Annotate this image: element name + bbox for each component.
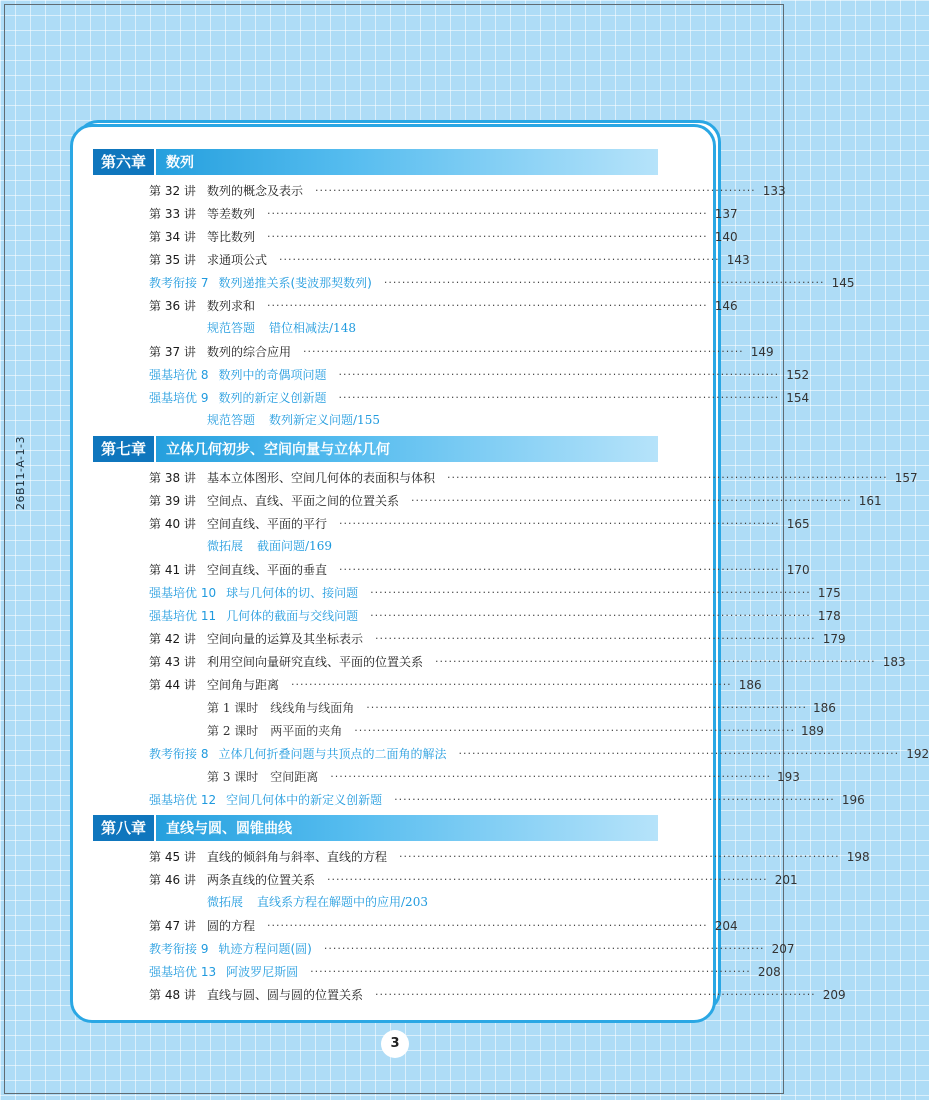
entry-title: 球与几何体的切、接问题	[226, 586, 359, 600]
leader-dots: ··································································································	[315, 184, 756, 197]
leader-dots: ··································································································	[267, 207, 708, 220]
toc-entry[interactable]	[93, 960, 781, 983]
leader-dots: ··································································································	[267, 919, 708, 932]
entry-page: 157	[894, 470, 918, 485]
toc-lesson-entry[interactable]	[93, 696, 836, 719]
entry-number: 第 39 讲	[149, 494, 196, 508]
entry-page: 178	[817, 608, 841, 623]
entry-number: 教考衔接 8	[149, 747, 209, 761]
entry-page: 175	[817, 585, 841, 600]
entry-title: 空间角与距离	[207, 678, 280, 692]
entry-title: 数列中的奇偶项问题	[218, 368, 327, 382]
entry-number: 强基培优 12	[149, 793, 217, 807]
toc-entry[interactable]	[93, 558, 810, 581]
leader-dots: ··································································································	[394, 793, 835, 806]
chapter-title: 直线与圆、圆锥曲线	[166, 821, 293, 837]
toc-entry[interactable]	[93, 271, 855, 294]
toc-sub-entry[interactable]	[93, 317, 658, 340]
toc-entry[interactable]	[93, 788, 865, 811]
entry-number: 第 45 讲	[149, 850, 196, 864]
chapter-header	[93, 149, 658, 175]
leader-dots: ··································································································	[435, 655, 876, 668]
entry-title: 基本立体图形、空间几何体的表面积与体积	[207, 471, 436, 485]
toc-entry[interactable]	[93, 627, 846, 650]
toc-entry[interactable]	[93, 386, 810, 409]
leader-dots: ··································································································	[291, 678, 732, 691]
toc-entry[interactable]	[93, 512, 810, 535]
entry-number: 第 44 讲	[149, 678, 196, 692]
toc-entry[interactable]	[93, 868, 798, 891]
chapter-label: 第七章	[93, 436, 156, 462]
toc-entry[interactable]	[93, 363, 810, 386]
entry-number: 第 41 讲	[149, 563, 196, 577]
leader-dots: ··································································································	[354, 724, 795, 737]
leader-dots: ··································································································	[338, 368, 780, 381]
toc-lesson-entry[interactable]	[93, 765, 800, 788]
entry-title: 数列的概念及表示	[207, 184, 304, 198]
chapter-title: 数列	[166, 155, 195, 171]
sub-entry-text: 错位相减法/148	[269, 321, 356, 335]
toc-entry[interactable]	[93, 845, 870, 868]
lesson-title: 空间距离	[270, 770, 319, 784]
entry-page: 165	[786, 516, 810, 531]
entry-number: 第 36 讲	[149, 299, 196, 313]
leader-dots: ··································································································	[330, 770, 771, 783]
leader-dots: ··································································································	[375, 988, 816, 1001]
entry-number: 强基培优 8	[149, 368, 209, 382]
entry-number: 第 48 讲	[149, 988, 196, 1002]
entry-number: 强基培优 9	[149, 391, 209, 405]
toc-entry[interactable]	[93, 604, 841, 627]
lesson-page: 186	[812, 700, 836, 715]
entry-page: 143	[726, 252, 750, 267]
entry-page: 154	[786, 390, 810, 405]
sub-entry-tag: 规范答题	[207, 413, 256, 427]
entry-number: 第 32 讲	[149, 184, 196, 198]
lesson-page: 189	[800, 723, 824, 738]
leader-dots: ··································································································	[267, 299, 708, 312]
entry-page: 204	[714, 918, 738, 933]
entry-number: 第 47 讲	[149, 919, 196, 933]
toc-sub-entry[interactable]	[93, 891, 658, 914]
entry-number: 强基培优 11	[149, 609, 217, 623]
leader-dots: ··································································································	[458, 747, 900, 760]
sub-entry-text: 直线系方程在解题中的应用/203	[257, 895, 428, 909]
toc-entry[interactable]	[93, 650, 906, 673]
toc-entry[interactable]	[93, 742, 929, 765]
entry-title: 等差数列	[207, 207, 256, 221]
sub-entry-tag: 规范答题	[207, 321, 256, 335]
entry-page: 145	[831, 275, 855, 290]
toc-entry[interactable]	[93, 225, 738, 248]
leader-dots: ··································································································	[366, 701, 807, 714]
entry-page: 201	[774, 872, 798, 887]
leader-dots: ··································································································	[411, 494, 852, 507]
entry-page: 179	[822, 631, 846, 646]
toc-entry[interactable]	[93, 202, 738, 225]
lesson-title: 线线角与线面角	[270, 701, 355, 715]
entry-page: 149	[750, 344, 774, 359]
leader-dots: ··································································································	[375, 632, 816, 645]
entry-title: 求通项公式	[207, 253, 268, 267]
toc-sub-entry[interactable]	[93, 535, 658, 558]
entry-number: 教考衔接 7	[149, 276, 209, 290]
entry-title: 空间几何体中的新定义创新题	[226, 793, 383, 807]
entry-number: 第 37 讲	[149, 345, 196, 359]
entry-page: 137	[714, 206, 738, 221]
toc-entry[interactable]	[93, 581, 841, 604]
toc-entry[interactable]	[93, 914, 738, 937]
sub-entry-text: 截面问题/169	[257, 539, 332, 553]
entry-title: 轨迹方程问题(圆)	[218, 942, 312, 956]
entry-title: 利用空间向量研究直线、平面的位置关系	[207, 655, 424, 669]
leader-dots: ··································································································	[399, 850, 840, 863]
entry-page: 183	[882, 654, 906, 669]
entry-number: 第 40 讲	[149, 517, 196, 531]
leader-dots: ··································································································	[327, 873, 768, 886]
toc-entry[interactable]	[93, 937, 795, 960]
entry-page: 207	[771, 941, 795, 956]
leader-dots: ··································································································	[338, 391, 780, 404]
leader-dots: ··································································································	[339, 517, 780, 530]
entry-title: 空间点、直线、平面之间的位置关系	[207, 494, 400, 508]
toc-entry[interactable]	[93, 673, 762, 696]
sub-entry-tag: 微拓展	[207, 895, 244, 909]
lesson-title: 两平面的夹角	[270, 724, 343, 738]
chapter-title: 立体几何初步、空间向量与立体几何	[166, 442, 391, 458]
entry-page: 196	[841, 792, 865, 807]
toc-entry[interactable]	[93, 248, 750, 271]
entry-page: 208	[757, 964, 781, 979]
entry-number: 强基培优 10	[149, 586, 217, 600]
toc-card	[70, 124, 929, 1023]
entry-number: 第 42 讲	[149, 632, 196, 646]
entry-page: 140	[714, 229, 738, 244]
chapter-header	[93, 815, 658, 841]
toc-content	[93, 149, 929, 1010]
lesson-number: 第 3 课时	[207, 770, 259, 784]
entry-number: 第 33 讲	[149, 207, 196, 221]
toc-entry[interactable]	[93, 294, 738, 317]
entry-title: 数列求和	[207, 299, 256, 313]
entry-title: 数列递推关系(斐波那契数列)	[218, 276, 372, 290]
entry-number: 教考衔接 9	[149, 942, 209, 956]
entry-title: 阿波罗尼斯圆	[226, 965, 299, 979]
leader-dots: ··································································································	[370, 609, 811, 622]
leader-dots: ··································································································	[279, 253, 720, 266]
entry-title: 数列的综合应用	[207, 345, 292, 359]
chapter-header	[93, 436, 658, 462]
entry-number: 强基培优 13	[149, 965, 217, 979]
entry-page: 209	[822, 987, 846, 1002]
lesson-page: 193	[776, 769, 800, 784]
page-number: 3	[381, 1030, 409, 1058]
lesson-number: 第 2 课时	[207, 724, 259, 738]
entry-number: 第 46 讲	[149, 873, 196, 887]
entry-title: 等比数列	[207, 230, 256, 244]
entry-number: 第 43 讲	[149, 655, 196, 669]
toc-sub-entry[interactable]	[93, 409, 658, 432]
toc-entry[interactable]	[93, 983, 846, 1006]
leader-dots: ··································································································	[303, 345, 744, 358]
toc-entry[interactable]	[93, 179, 786, 202]
entry-title: 直线的倾斜角与斜率、直线的方程	[207, 850, 388, 864]
lesson-number: 第 1 课时	[207, 701, 259, 715]
toc-lesson-entry[interactable]	[93, 719, 824, 742]
leader-dots: ··································································································	[310, 965, 751, 978]
sub-entry-tag: 微拓展	[207, 539, 244, 553]
entry-page: 152	[786, 367, 810, 382]
entry-page: 192	[906, 746, 929, 761]
entry-number: 第 38 讲	[149, 471, 196, 485]
entry-number: 第 35 讲	[149, 253, 196, 267]
entry-page: 133	[762, 183, 786, 198]
entry-page: 170	[786, 562, 810, 577]
entry-title: 圆的方程	[207, 919, 256, 933]
entry-title: 空间向量的运算及其坐标表示	[207, 632, 364, 646]
entry-title: 空间直线、平面的平行	[207, 517, 328, 531]
entry-title: 空间直线、平面的垂直	[207, 563, 328, 577]
entry-page: 186	[738, 677, 762, 692]
toc-entry[interactable]	[93, 489, 882, 512]
entry-page: 161	[858, 493, 882, 508]
entry-title: 几何体的截面与交线问题	[226, 609, 359, 623]
leader-dots: ··································································································	[370, 586, 811, 599]
entry-page: 146	[714, 298, 738, 313]
toc-entry[interactable]	[93, 340, 774, 363]
side-code: 26B11-A-1-3	[14, 436, 27, 510]
entry-title: 立体几何折叠问题与共顶点的二面角的解法	[218, 747, 447, 761]
entry-title: 两条直线的位置关系	[207, 873, 316, 887]
leader-dots: ··································································································	[383, 276, 825, 289]
leader-dots: ··································································································	[447, 471, 888, 484]
chapter-label: 第八章	[93, 815, 156, 841]
leader-dots: ··································································································	[323, 942, 765, 955]
leader-dots: ··································································································	[339, 563, 780, 576]
sub-entry-text: 数列新定义问题/155	[269, 413, 380, 427]
toc-entry[interactable]	[93, 466, 918, 489]
chapter-label: 第六章	[93, 149, 156, 175]
entry-title: 直线与圆、圆与圆的位置关系	[207, 988, 364, 1002]
entry-title: 数列的新定义创新题	[218, 391, 327, 405]
entry-number: 第 34 讲	[149, 230, 196, 244]
entry-page: 198	[846, 849, 870, 864]
leader-dots: ··································································································	[267, 230, 708, 243]
